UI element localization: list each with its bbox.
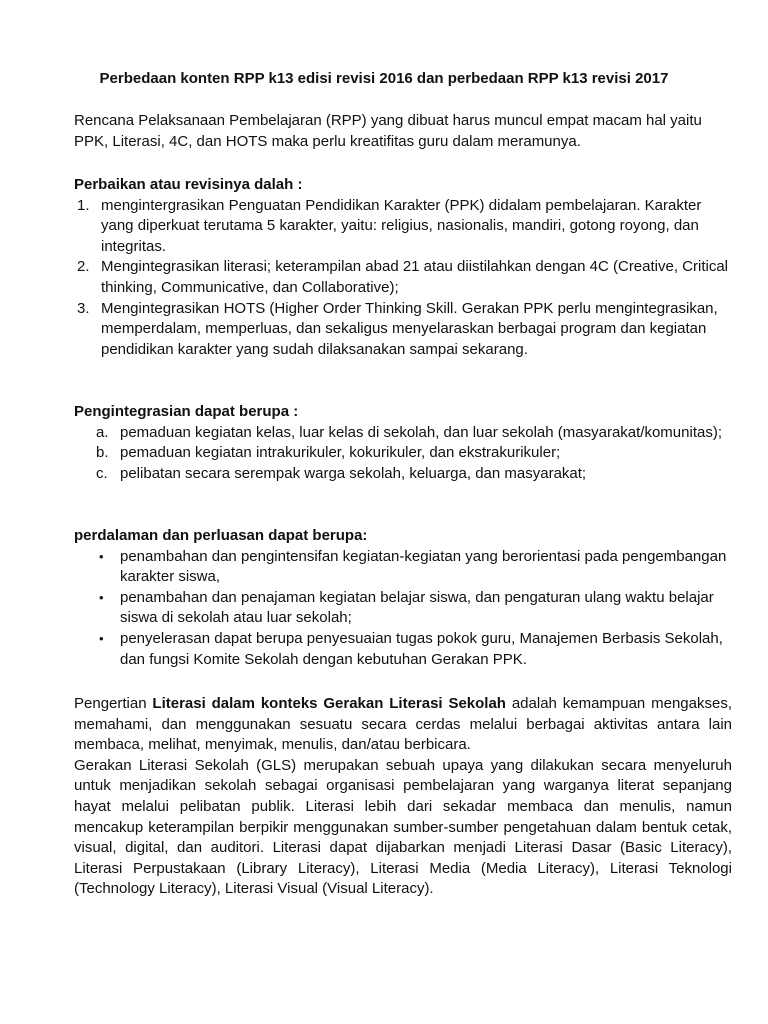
revisions-list <box>74 196 732 361</box>
deepening-heading: perdalaman dan perluasan dapat berupa: <box>74 527 368 544</box>
deepening-list <box>74 547 732 671</box>
literacy-definition <box>74 694 732 756</box>
list-item-text: penambahan dan pengintensifan kegiatan-kegiatan yang berorientasi pada pengembangan karakter siswa, <box>120 547 727 586</box>
list-item <box>74 547 732 588</box>
list-item-text: pelibatan secara serempak warga sekolah, keluarga, dan masyarakat; <box>120 464 587 482</box>
bullet-icon: • <box>99 589 104 605</box>
list-marker: a. <box>96 423 109 441</box>
list-marker: 1. <box>77 196 90 214</box>
intro-text: Rencana Pelaksanaan Pembelajaran (RPP) yang dibuat harus muncul empat macam hal yaitu PPK, Literasi, 4C, dan HOTS maka perlu kreatifitas guru dalam meramunya. <box>74 112 702 150</box>
list-item-text: Mengintegrasikan literasi; keterampilan abad 21 atau diistilahkan dengan 4C (Creative, Critical thinking, Communicative, dan Collaborative); <box>101 258 729 296</box>
list-item-text: penyelerasan dapat berupa penyesuaian tugas pokok guru, Manajemen Berbasis Sekolah, dan fungsi Komite Sekolah dengan kebutuhan Gerakan PPK. <box>120 629 723 668</box>
list-item <box>74 299 732 361</box>
list-marker: 3. <box>77 299 90 317</box>
integration-list <box>74 423 732 485</box>
list-item <box>74 196 732 258</box>
list-item-text: pemaduan kegiatan kelas, luar kelas di sekolah, dan luar sekolah (masyarakat/komunitas); <box>120 423 722 441</box>
literacy-term: Literasi dalam konteks Gerakan Literasi Sekolah <box>152 695 506 712</box>
integration-heading: Pengintegrasian dapat berupa : <box>74 403 299 420</box>
bullet-icon: • <box>99 630 104 646</box>
revisions-section <box>74 175 732 360</box>
list-item <box>74 423 732 444</box>
gls-paragraph: Gerakan Literasi Sekolah (GLS) merupakan sebuah upaya yang dilakukan secara menyeluruh untuk menjadikan sekolah sebagai organisasi pembelajaran yang warganya literat sepanjang hayat melalui pelibatan publik. Literasi lebih dari sekadar membaca dan menulis, namun mencakup keterampilan berpikir menggunakan sumber-sumber pengetahuan dalam bentuk cetak, visual, digital, dan auditori. Literasi dapat dijabarkan menjadi Literasi Dasar (Basic Literacy), Literasi Perpustakaan (Library Literacy), Literasi Media (Media Literacy), Literasi Teknologi (Technology Literacy), Literasi Visual (Visual Literacy). <box>74 756 732 898</box>
list-marker: b. <box>96 444 109 462</box>
document-title: Perbedaan konten RPP k13 edisi revisi 2016 dan perbedaan RPP k13 revisi 2017 <box>99 70 669 87</box>
literacy-section <box>74 694 732 900</box>
list-item <box>74 588 732 629</box>
list-item <box>74 629 732 670</box>
bullet-icon: • <box>99 548 104 564</box>
list-item <box>74 464 732 485</box>
integration-section <box>74 402 732 484</box>
intro-paragraph <box>74 111 732 152</box>
list-item-text: Mengintegrasikan HOTS (Higher Order Thinking Skill. Gerakan PPK perlu mengintegrasikan, memperdalam, memperluas, dan sekaligus menyelaraskan berbagai program dan kegiatan pendidikan karakter yang sudah dilaksanakan sampai sekarang. <box>101 299 718 358</box>
list-marker: 2. <box>77 258 90 276</box>
list-marker: c. <box>96 464 108 482</box>
list-item-text: pemaduan kegiatan intrakurikuler, kokurikuler, dan ekstrakurikuler; <box>120 444 561 462</box>
literacy-prefix: Pengertian <box>74 695 153 712</box>
revisions-heading: Perbaikan atau revisinya dalah : <box>74 176 303 193</box>
list-item-text: penambahan dan penajaman kegiatan belajar siswa, dan pengaturan ulang waktu belajar siswa di sekolah atau luar sekolah; <box>120 588 714 627</box>
deepening-section <box>74 526 732 670</box>
list-item <box>74 443 732 464</box>
list-item-text: mengintergrasikan Penguatan Pendidikan Karakter (PPK) didalam pembelajaran. Karakter yang diperkuat terutama 5 karakter, yaitu: religius, nasionalis, mandiri, gotong royong, dan integritas. <box>101 196 702 255</box>
list-item <box>74 257 732 298</box>
literacy-definition-text: adalah kemampuan mengakses, memahami, dan menggunakan sesuatu secara cerdas melalui berbagai aktivitas antara lain membaca, melihat, menyimak, menulis, dan/atau berbicara. <box>74 695 732 754</box>
